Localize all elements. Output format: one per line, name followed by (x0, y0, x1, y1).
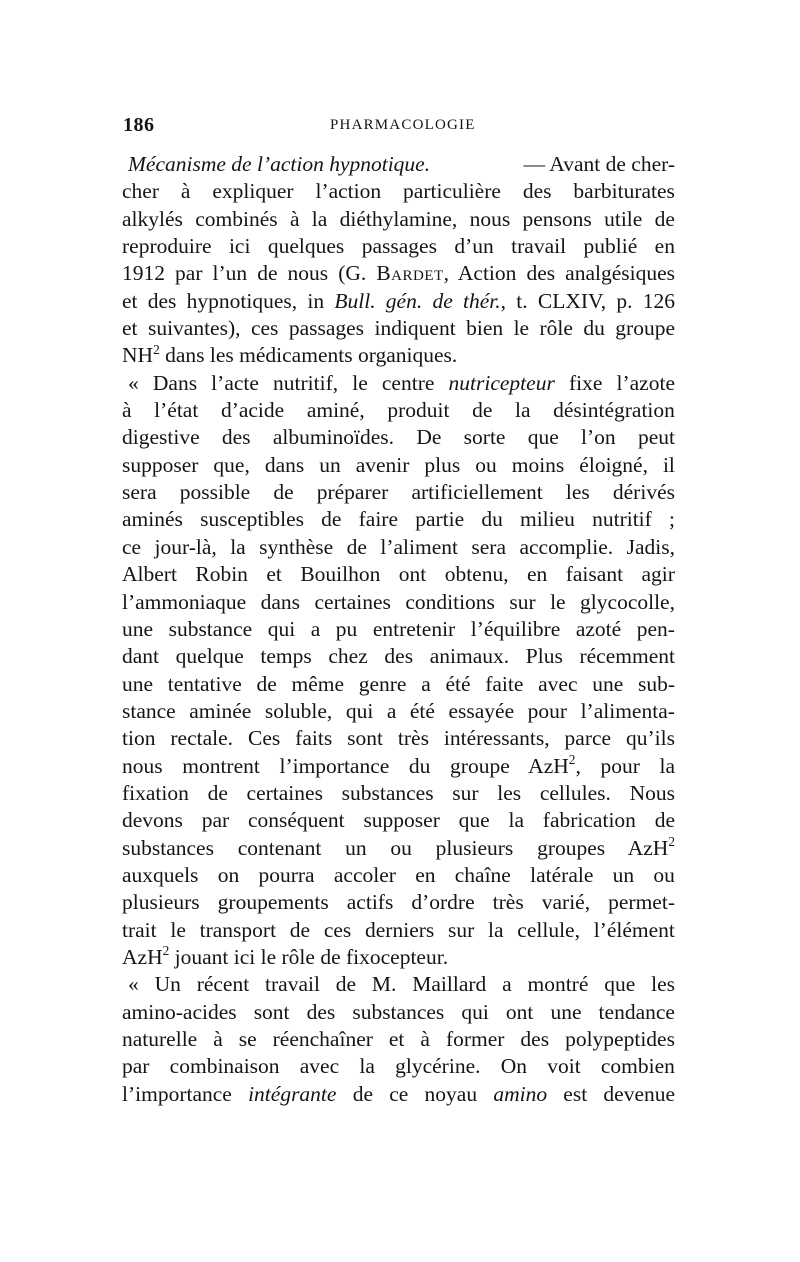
text-line: reproduire ici quelques passages d’un travail publié en (122, 234, 675, 259)
text-line: aminés susceptibles de faire partie du milieu nutritif ; (122, 507, 675, 532)
text-line: substances contenant un ou plusieurs groupes AzH$^2$ (122, 833, 675, 860)
text-line: naturelle à se réenchaîner et à former des polypeptides (122, 1027, 675, 1051)
text-line: une tentative de même genre a été faite avec une sub- (122, 671, 675, 696)
text-line: AzH$^2$ jouant ici le rôle de fixocepteur. (122, 943, 449, 969)
journal-title: Bull. gén. de thér. (334, 288, 501, 313)
text-line: « Dans l’acte nutritif, le centre nutricepteur fixe l’azote (128, 370, 675, 395)
running-head: PHARMACOLOGIE (330, 117, 476, 133)
text-line: à l’état d’acide aminé, produit de la désintégration (122, 398, 675, 423)
text-line: alkylés combinés à la diéthylamine, nous pensons utile de (122, 206, 675, 231)
text-line: cher à expliquer l’action particulière des barbiturates (122, 179, 675, 204)
text-line: une substance qui a pu entretenir l’équilibre azoté pen- (122, 616, 675, 641)
text-line: stance aminée soluble, qui a été essayée pour l’alimenta- (122, 698, 675, 723)
text-line: et des hypnotiques, in Bull. gén. de thér., t. CLXIV, p. 126 (122, 288, 676, 313)
text-line: et suivantes), ces passages indiquent bien le rôle du groupe (122, 316, 675, 341)
text-line: amino-acides sont des substances qui ont une tendance (122, 999, 675, 1024)
text-line: par combinaison avec la glycérine. On voit combien (122, 1054, 675, 1079)
page-header (123, 112, 683, 142)
text-line: Albert Robin et Bouilhon ont obtenu, en faisant agir (122, 562, 675, 587)
text-line: Mécanisme de l’action hypnotique. — Avant de cher- (122, 151, 675, 178)
text-line: « Un récent travail de M. Maillard a montré que les (128, 972, 675, 997)
text-line: dant quelque temps chez des animaux. Plus récemment (122, 644, 675, 669)
text-line: tion rectale. Ces faits sont très intéressants, parce qu’ils (122, 726, 675, 751)
text-line: 1912 par l’un de nous (G. Bardet, Action des analgésiques (122, 261, 675, 286)
text-line: l’ammoniaque dans certaines conditions sur le glycocolle, (122, 589, 675, 614)
text-line: nous montrent l’importance du groupe AzH$^2$, pour la (122, 751, 675, 778)
text-line: trait le transport de ces derniers sur la cellule, l’élément (122, 917, 675, 942)
text-line: l’importance intégrante de ce noyau amino est devenue (122, 1081, 676, 1106)
text-line: supposer que, dans un avenir plus ou moins éloigné, il (122, 452, 675, 477)
text-line: devons par conséquent supposer que la fabrication de (122, 808, 675, 833)
text-line: ce jour-là, la synthèse de l’aliment sera accomplie. Jadis, (122, 534, 675, 559)
section-heading: Mécanisme de l’action hypnotique. (128, 152, 431, 176)
text-line: plusieurs groupements actifs d’ordre très varié, permet- (122, 890, 675, 915)
text-line: auxquels on pourra accoler en chaîne latérale un ou (122, 862, 675, 887)
text-line: sera possible de préparer artificiellement les dérivés (122, 480, 675, 505)
author-name: Bardet (376, 261, 444, 286)
text-line: fixation de certaines substances sur les cellules. Nous (122, 780, 675, 805)
body-text (122, 151, 675, 1108)
page-number: 186 (123, 114, 155, 136)
text-line: digestive des albuminoïdes. De sorte que l’on peut (122, 425, 675, 450)
text-line: $NH^2$ dans les médicaments organiques. (122, 341, 458, 368)
